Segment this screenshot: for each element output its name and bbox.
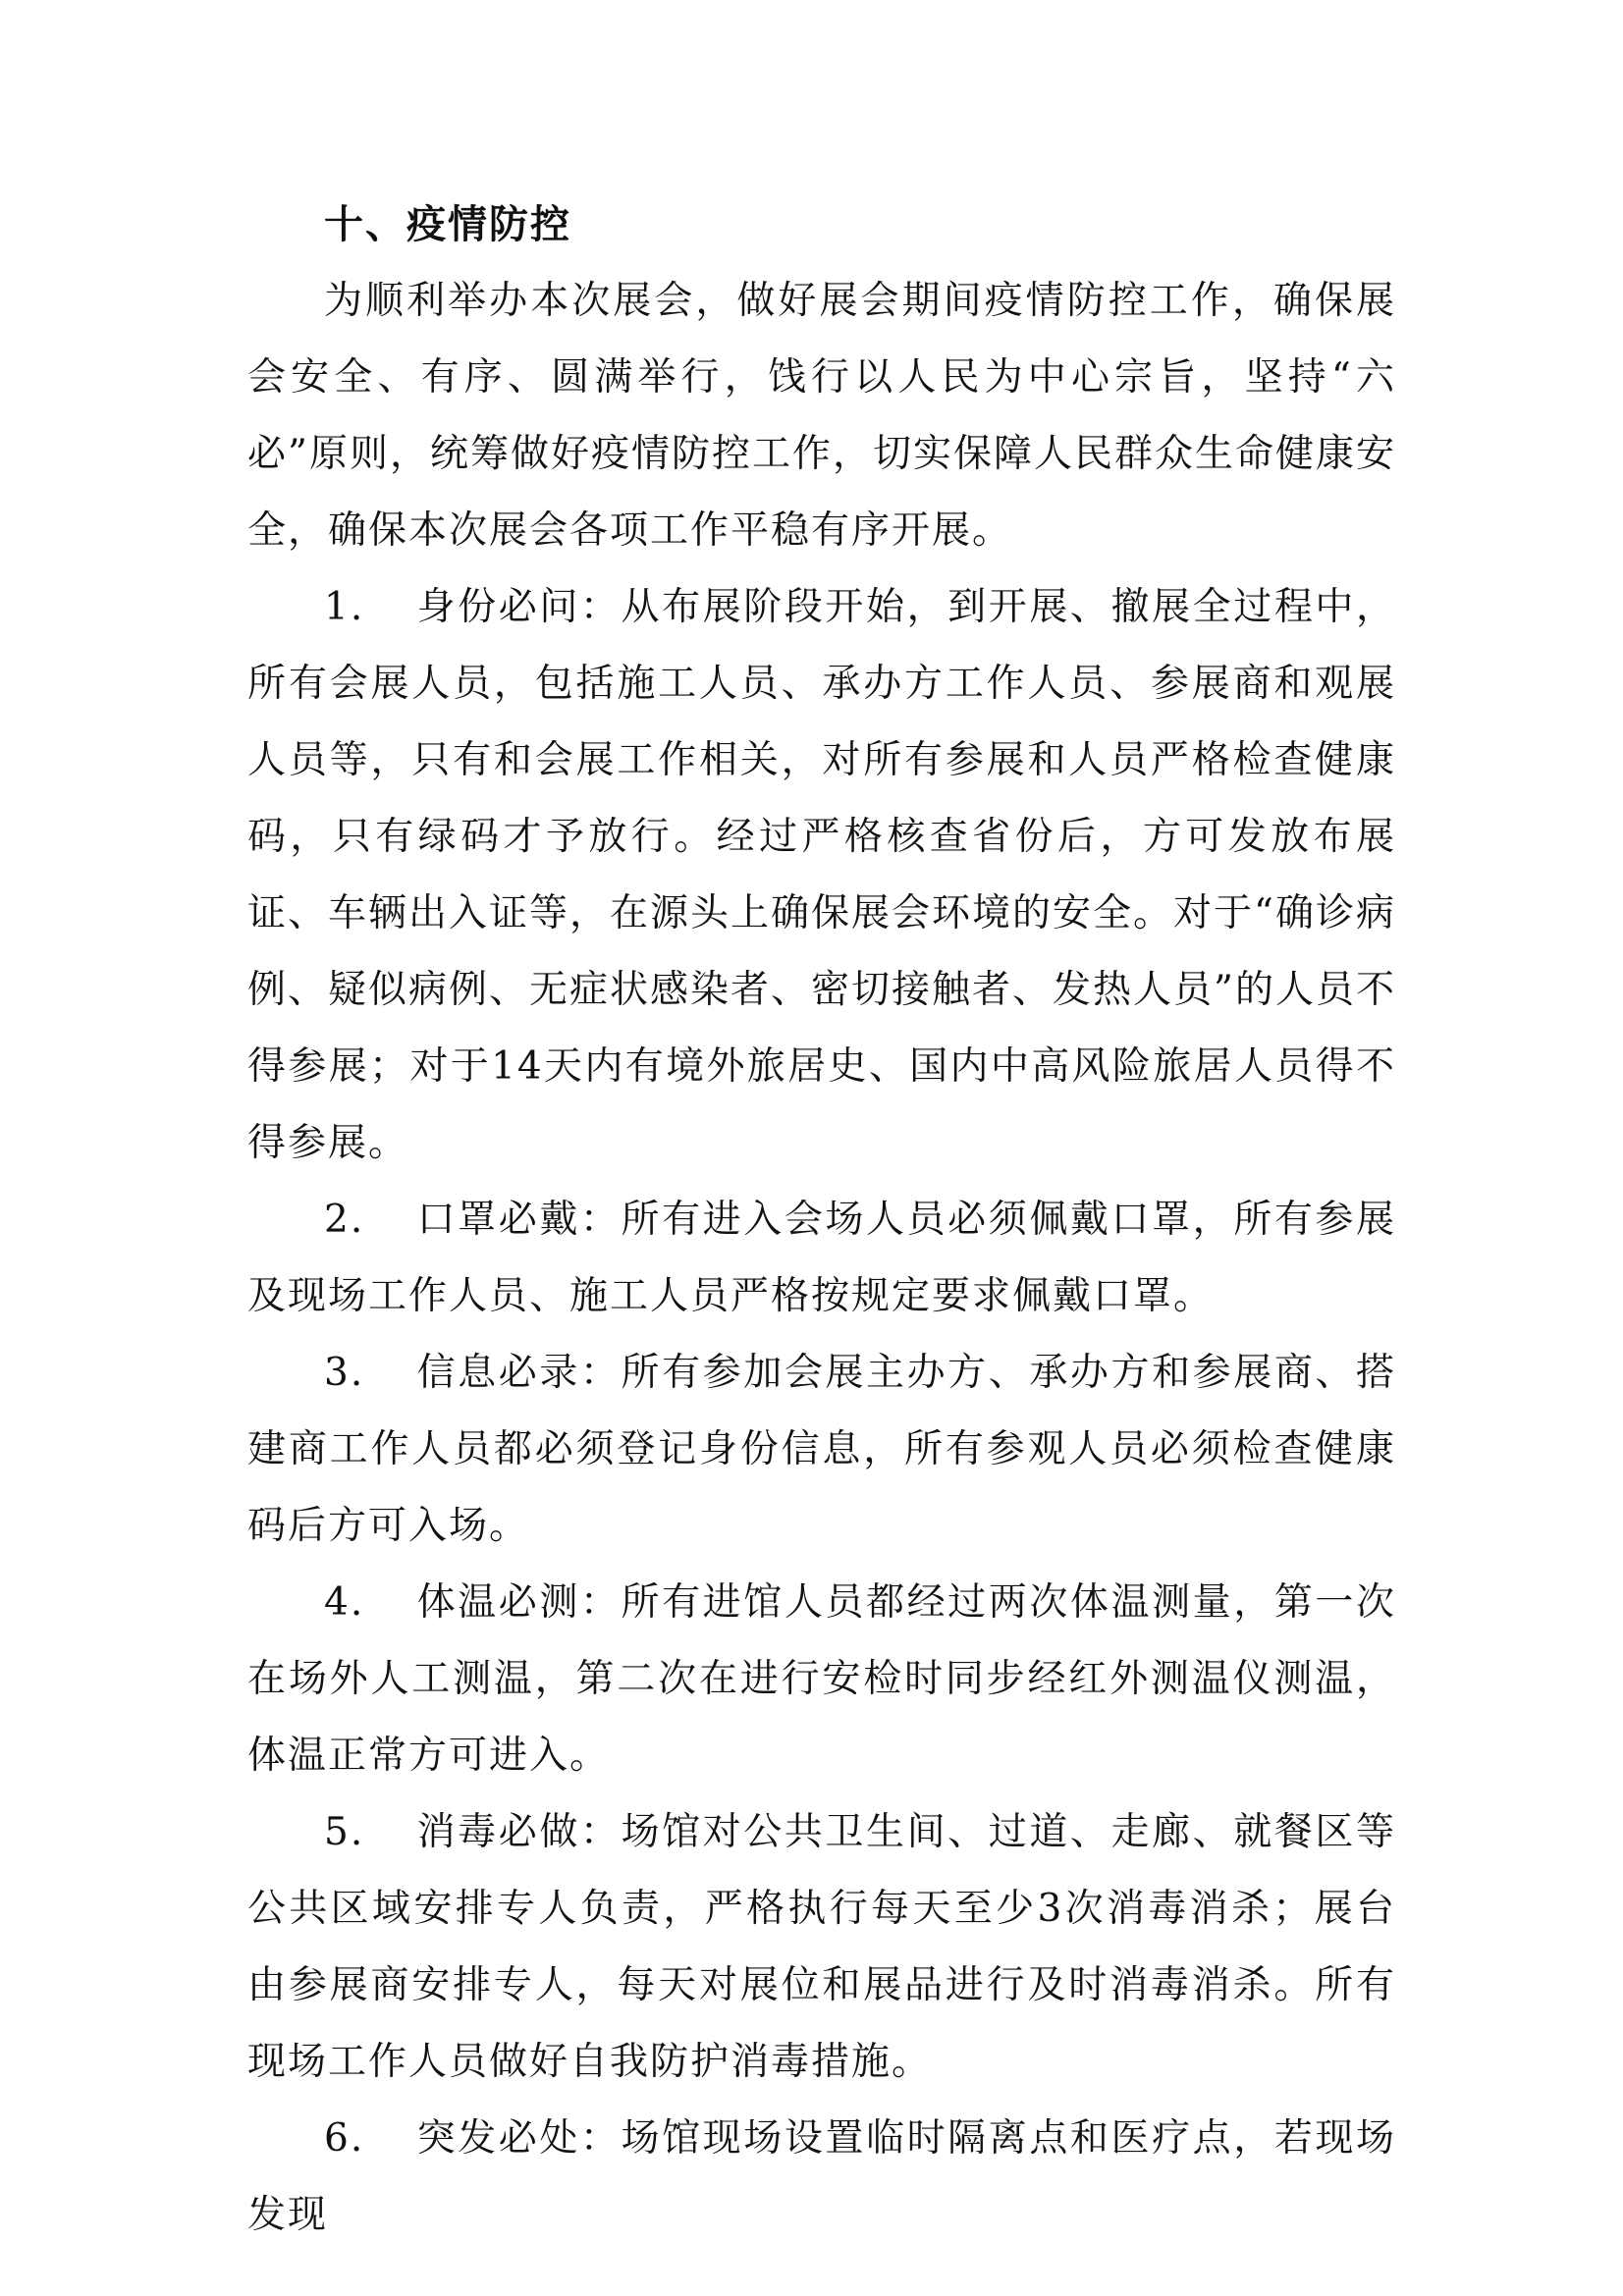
list-item (247, 1565, 1396, 1794)
list-item (247, 1182, 1396, 1335)
item-number: 5. (324, 1810, 365, 1854)
list-item (247, 2101, 1396, 2254)
item-number: 6. (324, 2116, 365, 2161)
item-text: 体温必测：所有进馆人员都经过两次体温测量，第一次在场外人工测温，第二次在进行安检时同步经红外测温仪测温，体温正常方可进入。 (247, 1580, 1396, 1778)
list-item (247, 1794, 1396, 2101)
item-text: 消毒必做：场馆对公共卫生间、过道、走廊、就餐区等公共区域安排专人负责，严格执行每天至少3次消毒消杀；展台由参展商安排专人，每天对展位和展品进行及时消毒消杀。所有现场工作人员做好自我防护消毒措施。 (247, 1810, 1396, 2084)
item-text: 身份必问：从布展阶段开始，到开展、撤展全过程中，所有会展人员，包括施工人员、承办方工作人员、参展商和观展人员等，只有和会展工作相关，对所有参展和人员严格检查健康码，只有绿码才予放行。经过严格核查省份后，方可发放布展证、车辆出入证等，在源头上确保展会环境的安全。对于“确诊病例、疑似病例、无症状感染者、密切接触者、发热人员”的人员不得参展；对于14天内有境外旅居史、国内中高风险旅居人员得不得参展。 (247, 585, 1396, 1165)
item-number: 2. (324, 1198, 365, 1242)
item-number: 4. (324, 1580, 365, 1625)
section-heading: 十、疫情防控 (324, 202, 571, 247)
item-text: 口罩必戴：所有进入会场人员必须佩戴口罩，所有参展及现场工作人员、施工人员严格按规定要求佩戴口罩。 (247, 1198, 1396, 1318)
item-text: 突发必处：场馆现场设置临时隔离点和医疗点，若现场发现 (247, 2116, 1396, 2237)
intro-paragraph: 为顺利举办本次展会，做好展会期间疫情防控工作，确保展会安全、有序、圆满举行，饯行以人民为中心宗旨，坚持“六必”原则，统筹做好疫情防控工作，切实保障人民群众生命健康安全，确保本次展会各项工作平稳有序开展。 (247, 279, 1396, 553)
item-number: 1. (324, 585, 365, 629)
item-text: 信息必录：所有参加会展主办方、承办方和参展商、搭建商工作人员都必须登记身份信息，所有参观人员必须检查健康码后方可入场。 (247, 1351, 1396, 1548)
document-body (247, 187, 1396, 2254)
list-item (247, 1335, 1396, 1565)
list-item (247, 569, 1396, 1182)
item-number: 3. (324, 1351, 365, 1395)
